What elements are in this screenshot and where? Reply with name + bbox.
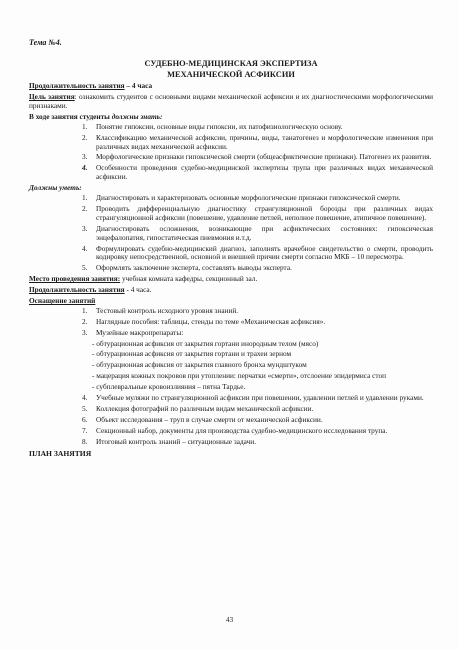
- know-list: [29, 123, 433, 182]
- place-value: учебная комната кафедры, секционный зал.: [120, 274, 258, 284]
- museum-item: - обтурационная асфиксия от закрытия гортани и трахеи зерном: [92, 349, 292, 359]
- museum-item: - обтурационная асфиксия от закрытия гортани инородным телом (мясо): [92, 338, 319, 348]
- list-item-text: Оформлять заключение эксперта, составлять выводы эксперта.: [96, 263, 292, 273]
- list-item: [29, 438, 433, 447]
- list-item-number: 4.: [82, 243, 88, 253]
- list-item-number: 5.: [82, 263, 88, 273]
- museum-item: - мацерация кожных покровов при утоплении: перчатки «смерти», отслоение эпидермиса стоп: [92, 371, 387, 381]
- list-item-text: Тестовый контроль исходного уровня знаний.: [96, 305, 239, 315]
- topic-number: Тема №4.: [29, 38, 62, 47]
- list-item-number: 1.: [82, 193, 88, 203]
- place-label: Место проведения занятия:: [29, 274, 121, 284]
- list-item: [29, 427, 433, 436]
- list-item: [29, 416, 433, 425]
- list-item-text: Итоговый контроль знаний – ситуационные задачи.: [96, 436, 257, 446]
- list-item-text: Коллекция фотографий по различным видам механической асфиксии.: [96, 403, 314, 413]
- duration2-label: Продолжительность занятия: [29, 285, 125, 295]
- list-item-number: 2.: [82, 203, 88, 213]
- list-item-number: 2.: [82, 132, 88, 142]
- page-title: [29, 59, 433, 81]
- list-item-number: 5.: [82, 403, 88, 413]
- list-item-number: 4.: [82, 392, 88, 402]
- list-item: [29, 405, 433, 414]
- list-item-text: Объект исследования – труп в случае смерти от механической асфиксии.: [96, 414, 323, 424]
- duration-label: Продолжительность занятия: [29, 81, 125, 91]
- museum-item: - субплевральные кровоизлияния – пятна Тардье.: [92, 382, 246, 392]
- list-item-text: Проводить дифференциальную диагностику странгуляционной борозды при различных видах странгуляционной асфиксии (повешение, удавление петлей, неполное повешение, атипичное повешение).: [96, 203, 433, 222]
- must-know-label: В ходе занятия студенты: [29, 111, 112, 121]
- list-item-number: 1.: [82, 305, 88, 315]
- must-know-heading: [29, 113, 433, 122]
- list-item-text: Секционный набор, документы для производства судебно-медицинского исследования трупа.: [96, 425, 388, 435]
- list-item: [29, 123, 433, 132]
- page-number: 43: [225, 615, 234, 624]
- list-item: [29, 225, 433, 243]
- goal-paragraph: [29, 93, 433, 111]
- list-item-text: Диагностировать осложнения, возникающие при асфиктических состояниях: гипоксическая энцефалопатия, гипостатическая пневмония и.т.д.: [96, 223, 433, 242]
- list-item-number: 1.: [82, 121, 88, 131]
- list-item: [29, 264, 433, 273]
- goal-label: Цель занятия: [29, 92, 75, 102]
- list-item-text: Формулировать судебно-медицинский диагноз, заполнять врачебное свидетельство о смерти, проводить кодировку непосредственной, основной и внешней причин смерти согласно МКБ – 10 пересмотра.: [96, 243, 433, 262]
- list-item-number: 7.: [82, 425, 88, 435]
- list-item-text: Классификацию механической асфиксии, причины, виды, танатогенез и морфологические изменения при различных видах механической асфиксии.: [96, 132, 433, 151]
- list-item-number: 4.: [82, 163, 88, 173]
- list-item-text: Особенности проведения судебно-медицинской экспертизы трупа при различных видах механической асфиксии.: [96, 163, 433, 182]
- list-item: [29, 153, 433, 162]
- list-item: [29, 164, 433, 182]
- list-item: [29, 194, 433, 203]
- equipment-heading: Оснащение занятий: [29, 295, 96, 305]
- duration2-line: [29, 286, 433, 295]
- list-item: [29, 245, 433, 263]
- list-item-text: Учебные муляжи по странгуляционной асфиксии при повешении, удавлении петлей и удавлении руками.: [96, 392, 424, 402]
- goal-text: : ознакомить студентов с основными видами механической асфиксии и их диагностическими морфологическими признаками.: [29, 92, 433, 111]
- list-item-number: 3.: [82, 152, 88, 162]
- list-item: [29, 134, 433, 152]
- equipment-list: [29, 307, 433, 338]
- list-item: [29, 329, 433, 338]
- list-item: [29, 394, 433, 403]
- list-item: [29, 318, 433, 327]
- title-line-1: СУДЕБНО-МЕДИЦИНСКАЯ ЭКСПЕРТИЗА: [144, 58, 318, 68]
- museum-item: - обтурационная асфиксия от закрытия главного бронха мундштуком: [92, 360, 307, 370]
- list-item-number: 6.: [82, 414, 88, 424]
- duration2-value: - 4 часа.: [124, 285, 152, 295]
- title-line-2: МЕХАНИЧЕСКОЙ АСФИКСИИ: [167, 69, 295, 79]
- list-item-text: Диагностировать и характеризовать основные морфологические признаки гипоксической смерти.: [96, 193, 401, 203]
- must-know-label-emphasis: должны знать:: [111, 111, 163, 121]
- list-item-text: Музейные макропрепараты:: [96, 327, 184, 337]
- list-item: [29, 205, 433, 223]
- equipment-list-continued: [29, 394, 433, 446]
- page-content: [29, 38, 433, 459]
- list-item-text: Наглядные пособия: таблицы, стенды по теме «Механическая асфиксия».: [96, 316, 326, 326]
- do-list: [29, 194, 433, 273]
- duration-value: – 4 часа: [124, 81, 153, 91]
- must-do-heading: Должны уметь:: [29, 183, 82, 193]
- list-item: [29, 307, 433, 316]
- list-item-number: 3.: [82, 327, 88, 337]
- list-item-number: 8.: [82, 436, 88, 446]
- plan-heading: ПЛАН ЗАНЯТИЯ: [29, 449, 92, 459]
- list-item-text: Морфологические признаки гипоксической смерти (общеасфиктические признаки). Патогенез их развития.: [96, 152, 432, 162]
- duration-line: [29, 82, 433, 91]
- list-item-number: 3.: [82, 223, 88, 233]
- place-line: [29, 275, 433, 284]
- list-item-number: 2.: [82, 316, 88, 326]
- list-item-text: Понятие гипоксии, основные виды гипоксии, их патофизиологическую основу.: [96, 121, 343, 131]
- museum-list: [29, 340, 433, 392]
